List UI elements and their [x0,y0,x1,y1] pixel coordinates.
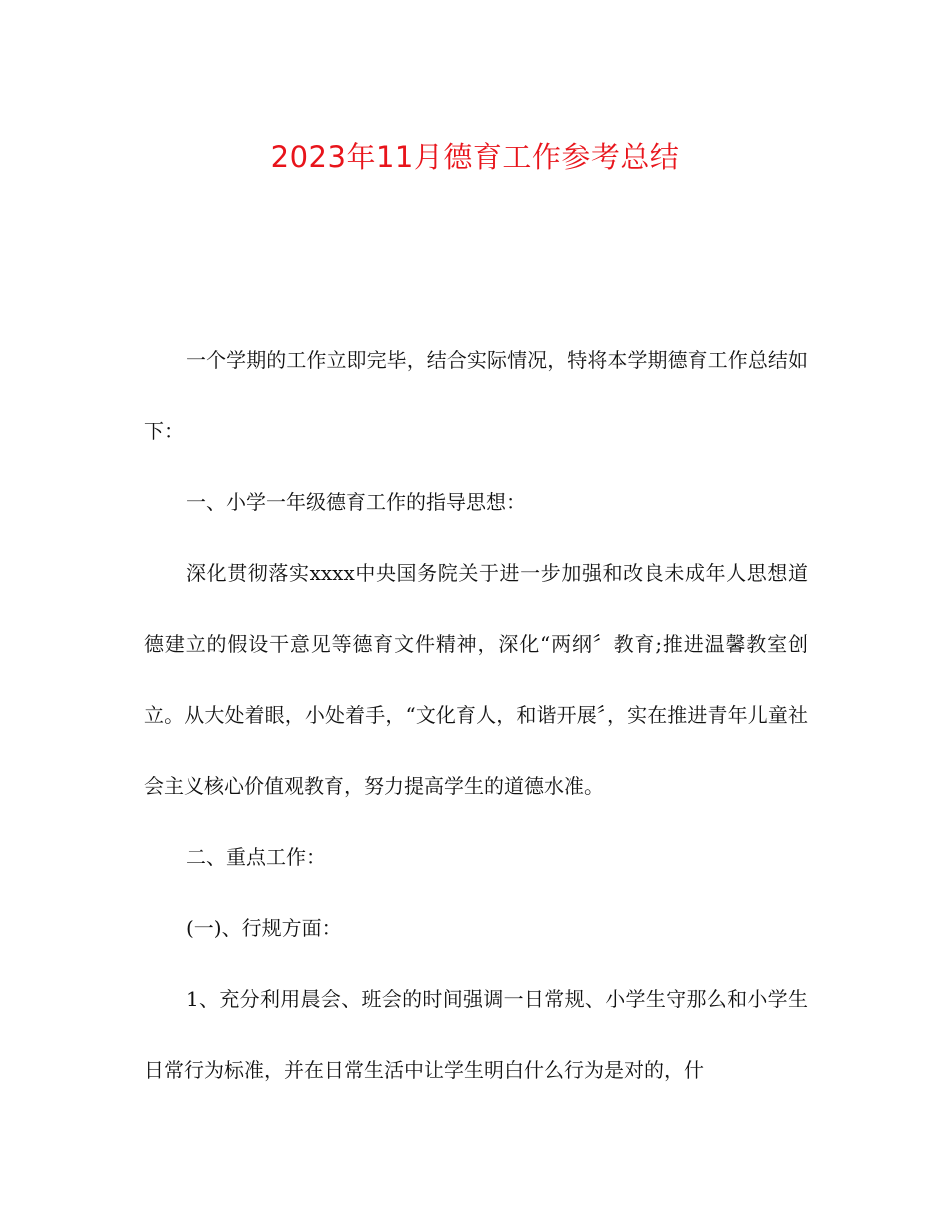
paragraph-heading-guiding-thought: 一、小学一年级德育工作的指导思想： [186,490,526,514]
document-title: 2023年11月德育工作参考总结 [270,140,680,174]
paragraph-conduct-item-1: 1、充分利用晨会、班会的时间强调一日常规、小学生守那么和小学生日常行为标准，并在日常生活中让学生明白什么行为是对的，什 [144,987,808,1082]
paragraph-heading-key-work: 二、重点工作： [186,845,326,869]
paragraph-intro: 一个学期的工作立即完毕，结合实际情况，特将本学期德育工作总结如下： [144,348,808,443]
paragraph-heading-conduct: (一)、行规方面： [186,916,342,940]
paragraph-guiding-thought: 深化贯彻落实xxxx中央国务院关于进一步加强和改良未成年人思想道德建立的假设干意见等德育文件精神，深化“两纲〞教育;推进温馨教室创立。从大处着眼，小处着手，“文化育人，和谐开展〞，实在推进青年儿童社会主义核心价值观教育，努力提高学生的道德水准。 [144,561,808,798]
document-body [144,325,808,1106]
